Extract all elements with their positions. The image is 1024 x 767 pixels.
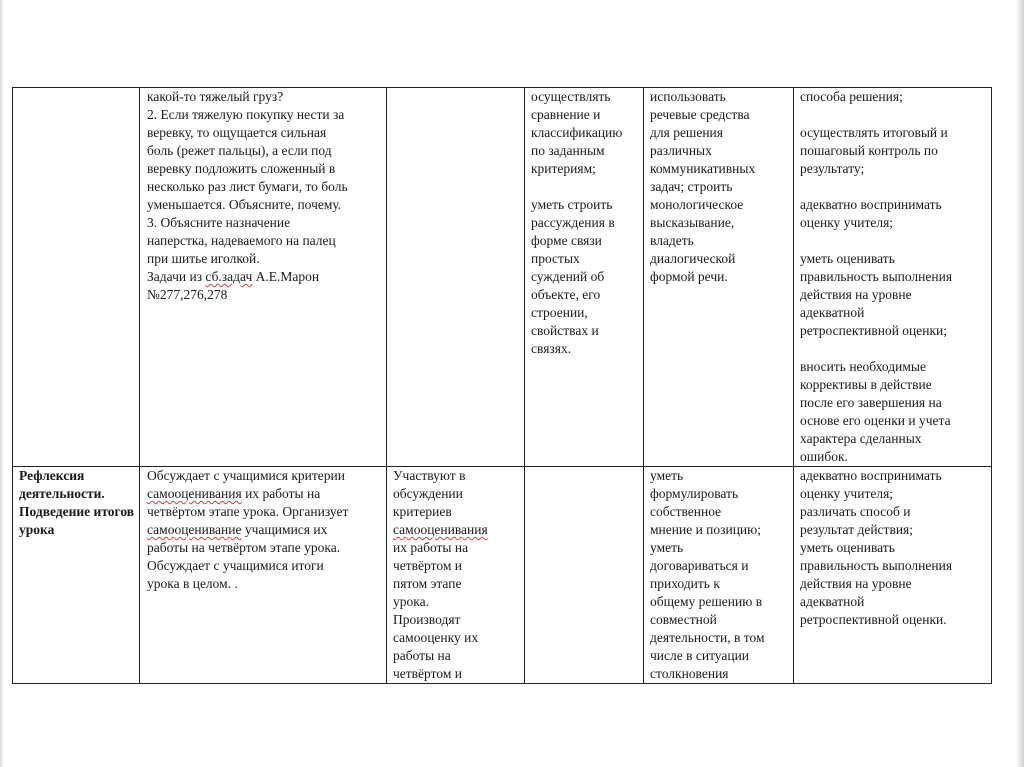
text-line: боль (режет пальцы), а если под: [147, 143, 332, 158]
text-line: Обсуждает с учащимися итоги: [147, 558, 324, 573]
stage-cell: [13, 467, 140, 684]
text-line: формой речи.: [650, 269, 728, 284]
text-line: пятом этапе: [393, 576, 462, 591]
text-line: Задачи из сб.задач А.Е.Марон: [147, 269, 320, 284]
text-line: уметь: [650, 540, 684, 555]
text-line: веревку, то ощущается сильная: [147, 125, 327, 140]
text-line: по заданным: [531, 143, 605, 158]
text-line: характера сделанных: [800, 431, 922, 446]
stage-cell: [13, 88, 140, 467]
text-line: основе его оценки и учета: [800, 413, 951, 428]
text-line: мнение и позицию;: [650, 522, 761, 537]
text-line: четвёртом этапе урока. Организует: [147, 504, 349, 519]
text-line: приходить к: [650, 576, 720, 591]
text-line: коммуникативных: [650, 161, 756, 176]
text-line: урока.: [393, 594, 429, 609]
regulative-uud-cell: [794, 88, 992, 467]
text-line: наперстка, надеваемого на палец: [147, 233, 336, 248]
text-line: урока: [19, 522, 55, 537]
text-line: четвёртом и: [393, 558, 462, 573]
text-line: адекватной: [800, 594, 865, 609]
text-line: оценку учителя;: [800, 486, 894, 501]
text-line: обсуждении: [393, 486, 463, 501]
text-line: адекватной: [800, 305, 865, 320]
communicative-uud-cell: [644, 467, 794, 684]
text-line: [393, 521, 521, 539]
text-line: задач; строить: [650, 179, 733, 194]
text-line: общему решению в: [650, 594, 763, 609]
text-line: уметь строить: [531, 197, 613, 212]
text-line: адекватно воспринимать: [800, 197, 942, 212]
text-line: Подведение итогов: [19, 504, 135, 519]
lesson-plan-table: [12, 87, 992, 684]
text-line: веревку подложить сложенный в: [147, 161, 336, 176]
text-line: после его завершения на: [800, 395, 942, 410]
page-edge-left: [0, 0, 4, 767]
text-line: различных: [650, 143, 712, 158]
text-line: действия на уровне: [800, 576, 912, 591]
text-line: уметь оценивать: [800, 251, 895, 266]
cognitive-uud-cell: [525, 88, 644, 467]
text-line: диалогической: [650, 251, 736, 266]
regulative-uud-cell: [794, 467, 992, 684]
text-line: деятельности, в том: [650, 630, 765, 645]
text-line: строении,: [531, 305, 588, 320]
text-line: [800, 232, 988, 250]
text-line: классификацию: [531, 125, 623, 140]
text-line: при шитье иголкой.: [147, 251, 260, 266]
text-line: способа решения;: [800, 89, 903, 104]
text-line: уметь: [650, 468, 684, 483]
page-edge-right: [1016, 0, 1024, 767]
communicative-uud-cell: [644, 88, 794, 467]
text-line: формулировать: [650, 486, 739, 501]
text-line: совместной: [650, 612, 717, 627]
text-line: уметь оценивать: [800, 540, 895, 555]
text-line: монологическое: [650, 197, 744, 212]
table-row: [13, 467, 992, 684]
text-line: использовать: [650, 89, 726, 104]
text-line: правильность выполнения: [800, 558, 953, 573]
text-line: несколько раз лист бумаги, то боль: [147, 179, 348, 194]
text-line: высказывание,: [650, 215, 735, 230]
spellcheck-underline: самооценивания: [147, 486, 242, 501]
text-line: коррективы в действие: [800, 377, 932, 392]
text-line: различать способ и: [800, 504, 911, 519]
spellcheck-underline: самооценивания: [393, 522, 488, 537]
text-line: критериев: [393, 504, 452, 519]
text-line: форме связи: [531, 233, 602, 248]
text-line: результату;: [800, 161, 865, 176]
text-line: самооценивание учащимися их: [147, 522, 328, 537]
text-line: самооценку их: [393, 630, 479, 645]
text-line: сравнение и: [531, 107, 601, 122]
text-line: [800, 340, 988, 358]
text-line: владеть: [650, 233, 694, 248]
spellcheck-underline: самооценивание: [147, 522, 242, 537]
student-activity-cell: [387, 88, 525, 467]
text-line: работы на четвёртом этапе урока.: [147, 540, 341, 555]
text-line: осуществлять: [531, 89, 611, 104]
text-line: деятельности.: [19, 486, 105, 501]
text-line: простых: [531, 251, 580, 266]
text-line: самооценивания их работы на: [147, 486, 321, 501]
teacher-activity-cell: [140, 467, 387, 684]
text-line: 2. Если тяжелую покупку нести за: [147, 107, 345, 122]
text-line: речевые средства: [650, 107, 750, 122]
text-line: 3. Объясните назначение: [147, 215, 291, 230]
text-line: работы на: [393, 648, 451, 663]
spellcheck-underline: сб.задач: [205, 269, 253, 284]
text-line: свойствах и: [531, 323, 599, 338]
text-line: пошаговый контроль по: [800, 143, 938, 158]
text-line: Производят: [393, 612, 461, 627]
text-line: собственное: [650, 504, 722, 519]
table-row: [13, 88, 992, 467]
student-activity-cell: [387, 467, 525, 684]
text-line: [800, 178, 988, 196]
text-line: числе в ситуации: [650, 648, 750, 663]
text-line: ошибок.: [800, 449, 848, 464]
text-line: №277,276,278: [147, 287, 228, 302]
text-line: четвёртом и: [393, 666, 462, 681]
text-line: вносить необходимые: [800, 359, 926, 374]
text-line: Участвуют в: [393, 468, 466, 483]
text-line: договариваться и: [650, 558, 749, 573]
text-line: объекте, его: [531, 287, 601, 302]
text-line: Рефлексия: [19, 468, 85, 483]
teacher-activity-cell: [140, 88, 387, 467]
text-line: столкновения: [650, 666, 729, 681]
text-line: Обсуждает с учащимися критерии: [147, 468, 345, 483]
text-line: ретроспективной оценки.: [800, 612, 947, 627]
text-line: для решения: [650, 125, 723, 140]
text-line: какой-то тяжелый груз?: [147, 89, 284, 104]
text-line: оценку учителя;: [800, 215, 894, 230]
text-line: результат действия;: [800, 522, 914, 537]
text-line: действия на уровне: [800, 287, 912, 302]
text-line: связях.: [531, 341, 572, 356]
text-line: ретроспективной оценки;: [800, 323, 948, 338]
cognitive-uud-cell: [525, 467, 644, 684]
text-line: их работы на: [393, 540, 469, 555]
text-line: [531, 178, 640, 196]
text-line: урока в целом. .: [147, 576, 238, 591]
text-line: [800, 106, 988, 124]
text-line: правильность выполнения: [800, 269, 953, 284]
text-line: суждений об: [531, 269, 605, 284]
text-line: уменьшается. Объясните, почему.: [147, 197, 342, 212]
text-line: осуществлять итоговый и: [800, 125, 948, 140]
text-line: адекватно воспринимать: [800, 468, 942, 483]
text-line: рассуждения в: [531, 215, 615, 230]
text-line: критериям;: [531, 161, 596, 176]
